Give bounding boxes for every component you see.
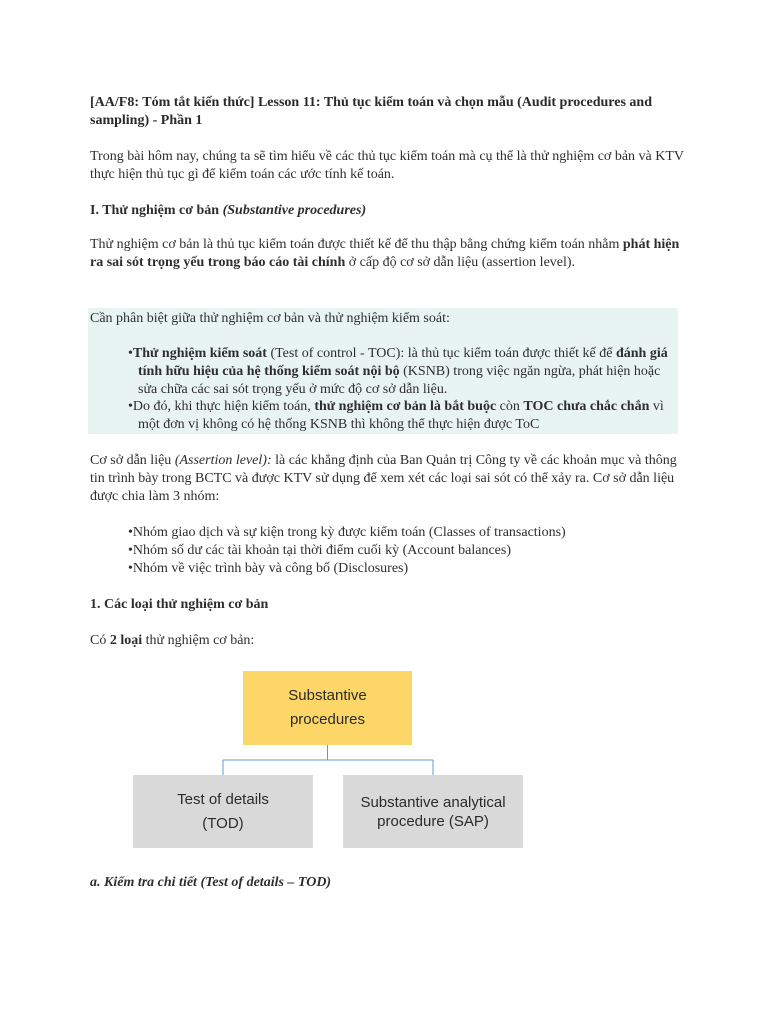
- section-heading-tod: a. Kiểm tra chi tiết (Test of details – TOD): [90, 875, 332, 890]
- bullet1-text-2: (KSNB) trong việc ngăn ngừa, phát hiện hoặc sửa chữa các sai sót trọng yếu ở mức độ cơ sở dẫn liệu.: [138, 364, 661, 397]
- heading-italic: (Substantive procedures): [222, 203, 367, 218]
- group-label: Nhóm số dư các tài khoản tại thời điểm cuối kỳ (Account balances): [132, 543, 512, 558]
- bullet2-bold-1: thử nghiệm cơ bản là bắt buộc: [314, 399, 497, 414]
- group-label: Nhóm về việc trình bày và công bố (Disclosures): [132, 561, 409, 576]
- list-item: [128, 542, 688, 560]
- bullet1-bold-1: Thử nghiệm kiểm soát: [132, 346, 267, 361]
- heading-main: I. Thử nghiệm cơ bản: [90, 203, 223, 218]
- definition-text-1: Thử nghiệm cơ bản là thủ tục kiểm toán được thiết kế để thu thập bằng chứng kiểm toán nhằm: [90, 237, 623, 252]
- bullet-dot: •: [128, 346, 133, 361]
- bullet1-bold-2: đánh giá tính hữu hiệu của hệ thống kiểm soát nội bộ: [138, 346, 668, 379]
- section-heading-types: 1. Các loại thử nghiệm cơ bản: [90, 597, 269, 612]
- node-label-line: (TOD): [202, 814, 244, 832]
- intro-paragraph: Trong bài hôm nay, chúng ta sẽ tìm hiểu về các thủ tục kiểm toán mà cụ thể là thử nghiệm cơ bản và KTV thực hiện thủ tục gì để kiểm toán các ước tính kế toán.: [90, 149, 684, 182]
- types-rest: thử nghiệm cơ bản:: [142, 633, 255, 648]
- section-heading-substantive: [90, 202, 366, 220]
- types-lead: Có: [90, 633, 110, 648]
- bullet-toc: [128, 345, 676, 399]
- bullet1-text-1: (Test of control - TOC): là thủ tục kiểm toán được thiết kế để: [266, 346, 616, 361]
- diagram-node-substantive-analytical: [343, 775, 523, 848]
- bullet-dot: •: [128, 399, 133, 414]
- diagram-node-substantive-procedures: [243, 671, 412, 745]
- definition-paragraph: [90, 236, 690, 272]
- definition-bold: phát hiện ra sai sót trọng yếu trong báo cáo tài chính: [90, 237, 680, 270]
- bullet-mandatory: [128, 398, 676, 434]
- group-label: Nhóm giao dịch và sự kiện trong kỳ được kiểm toán (Classes of transactions): [132, 525, 566, 540]
- list-item: [128, 560, 688, 578]
- node-label-line: Substantive analytical: [360, 793, 506, 811]
- assertion-groups-list: [128, 524, 688, 578]
- bullet2-bold-2: TOC chưa chắc chắn: [523, 399, 650, 414]
- bullet-dot: •: [128, 561, 133, 576]
- assertion-rest: là các khẳng định của Ban Quản trị Công ty về các khoản mục và thông tin trình bày trong BCTC và được KTV sử dụng để xem xét các loại sai sót có thể xảy ra. Cơ sở dẫn liệu được chia làm 3 nhóm:: [90, 453, 677, 504]
- document-title: [AA/F8: Tóm tắt kiến thức] Lesson 11: Thủ tục kiểm toán và chọn mẫu (Audit procedures and sampling) - Phần 1: [90, 95, 652, 128]
- assertion-italic: (Assertion level):: [174, 453, 272, 468]
- assertion-paragraph: [90, 452, 690, 506]
- node-label-line: Test of details: [177, 790, 269, 808]
- bullet-dot: •: [128, 525, 133, 540]
- definition-text-2: ở cấp độ cơ sở dẫn liệu (assertion level).: [345, 255, 576, 270]
- distinguish-paragraph: Cần phân biệt giữa thử nghiệm cơ bản và thử nghiệm kiểm soát:: [90, 311, 450, 326]
- node-label-line: procedure (SAP): [377, 812, 489, 830]
- node-label-line: procedures: [289, 711, 366, 728]
- bullet2-text-3: vì một đơn vị không có hệ thống KSNB thì không thể thực hiện được ToC: [138, 399, 664, 432]
- diagram-node-test-of-details: [133, 775, 313, 848]
- types-bold: 2 loại: [109, 633, 143, 648]
- assertion-lead: Cơ sở dẫn liệu: [90, 453, 175, 468]
- node-label-line: Substantive: [288, 687, 367, 704]
- list-item: [128, 524, 688, 542]
- bullet-dot: •: [128, 543, 133, 558]
- types-paragraph: [90, 632, 254, 650]
- bullet2-text-2: còn: [496, 399, 524, 414]
- bullet2-text-1: Do đó, khi thực hiện kiểm toán,: [132, 399, 315, 414]
